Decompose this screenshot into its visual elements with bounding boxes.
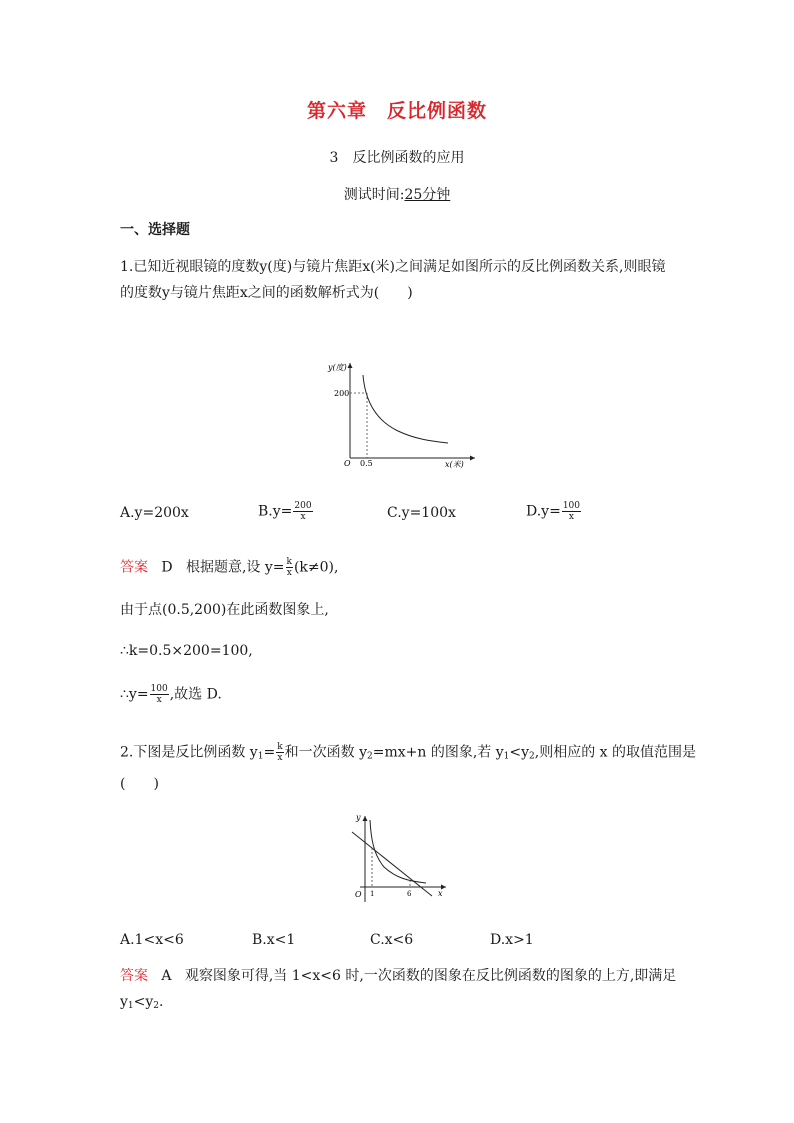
q2-stem-sub3: 1: [503, 751, 510, 762]
q2-stem-part4: =mx+n 的图象,若 y: [372, 744, 504, 761]
q2-answer-y1: y: [120, 994, 128, 1010]
q2-stem-sub2: 2: [367, 751, 373, 762]
q1-answer-choice: D: [161, 559, 173, 576]
q2-y-arrow-icon: [363, 816, 368, 821]
q1-option-d-num: 100: [562, 501, 581, 511]
q1-y-label: y(度): [328, 363, 347, 372]
q2-answer-choice: A: [161, 968, 172, 984]
q2-answer-sub1: 1: [127, 1001, 134, 1011]
q2-answer-mid: <y: [133, 994, 154, 1010]
q2-answer-end: .: [159, 994, 164, 1010]
q1-answer-fraction-100: [150, 684, 169, 705]
q2-stem-part3: 和一次函数 y: [284, 744, 368, 761]
q1-option-b-fraction: [293, 501, 312, 522]
q2-option-c: C.x<6: [370, 932, 414, 948]
q1-option-a: A.y=200x: [120, 505, 189, 521]
q1-answer-line3: ∴k=0.5×200=100,: [120, 643, 253, 659]
q2-stem-line1: [120, 742, 696, 767]
q2-stem-sub1: 1: [257, 751, 264, 762]
q2-stem-fraction: [276, 742, 283, 763]
q1-hyperbola-curve: [363, 375, 448, 443]
q2-answer-sub2: 2: [153, 1001, 160, 1011]
q1-option-d-fraction: [562, 501, 581, 522]
q2-option-b: B.x<1: [252, 932, 296, 948]
q1-option-b-den: x: [300, 512, 306, 522]
chapter-title: 第六章 反比例函数: [306, 100, 487, 122]
q2-stem-part1: 2.下图是反比例函数 y: [120, 744, 258, 761]
test-time: [0, 184, 794, 204]
q1-answer-fraction-k: [286, 557, 293, 578]
q1-answer-k-num: k: [286, 557, 292, 567]
q2-y-label: y: [356, 813, 361, 822]
q2-tick-1: 1: [370, 890, 375, 898]
q2-stem-part2: =: [263, 744, 276, 761]
q1-origin-label: O: [344, 459, 351, 468]
q1-option-d-prefix: D.y=: [526, 503, 561, 520]
q1-option-b-num: 200: [294, 501, 312, 511]
q1-option-c: C.y=100x: [387, 505, 456, 521]
q1-tick-y: 200: [334, 389, 350, 398]
q2-linear-function-line: [352, 832, 432, 896]
section-heading: 一、选择题: [120, 222, 190, 238]
q1-answer-line1-suffix: (k≠0),: [293, 559, 339, 576]
q1-stem-line1: 1.已知近视眼镜的度数y(度)与镜片焦距x(米)之间满足如图所示的反比例函数关系,则眼镜: [120, 259, 666, 275]
q1-answer-100-den: x: [156, 695, 162, 705]
q2-stem-sub4: 2: [529, 751, 535, 762]
q1-option-d: [526, 501, 582, 522]
q2-hyperbola-curve: [370, 820, 426, 883]
q1-option-b-prefix: B.y=: [258, 503, 293, 520]
q1-stem-line2: 的度数y与镜片焦距x之间的函数解析式为( ): [120, 285, 413, 301]
q2-stem-frac-num: k: [277, 742, 283, 752]
q1-answer-line4-prefix: ∴y=: [120, 686, 149, 703]
q2-origin-label: O: [355, 890, 362, 899]
q2-stem-line2: ( ): [120, 776, 159, 792]
q2-answer-line1: [120, 966, 676, 986]
q2-stem-part6: ,则相应的 x 的取值范围是: [534, 744, 697, 761]
q2-option-a: A.1<x<6: [120, 932, 184, 948]
test-time-label: 测试时间:: [343, 187, 405, 203]
q1-answer-line4-suffix: ,故选 D.: [169, 686, 222, 703]
q1-tick-x: 0.5: [360, 459, 373, 468]
q2-answer-text: 观察图象可得,当 1<x<6 时,一次函数的图象在反比例函数的图象的上方,即满足: [184, 968, 677, 984]
q1-answer-line4: [120, 684, 222, 705]
q2-answer-line2: [120, 992, 163, 1016]
lesson-subtitle: 3 反比例函数的应用: [329, 150, 465, 166]
q2-tick-6: 6: [407, 890, 412, 898]
q1-y-arrow-icon: [348, 363, 353, 368]
q1-figure: [320, 355, 480, 470]
test-time-value: 25分钟: [404, 187, 451, 203]
q1-answer-label: 答案: [120, 559, 148, 576]
q1-option-d-den: x: [568, 512, 574, 522]
q2-x-label: x: [438, 889, 443, 898]
q2-figure: [346, 810, 451, 905]
q1-answer-line1: [120, 557, 338, 578]
q1-answer-100-num: 100: [150, 684, 168, 694]
q2-stem-frac-den: x: [277, 753, 283, 763]
q1-answer-line1-prefix: 根据题意,设 y=: [185, 559, 285, 576]
q2-stem-part5: <y: [509, 744, 530, 761]
q1-answer-k-den: x: [286, 568, 292, 578]
q2-option-d: D.x>1: [490, 932, 534, 948]
q1-answer-line2: 由于点(0.5,200)在此函数图象上,: [120, 602, 329, 618]
q1-option-b: [258, 501, 314, 522]
q2-answer-label: 答案: [120, 968, 148, 984]
q1-x-arrow-icon: [470, 456, 475, 461]
q1-x-label: x(米): [445, 460, 464, 469]
